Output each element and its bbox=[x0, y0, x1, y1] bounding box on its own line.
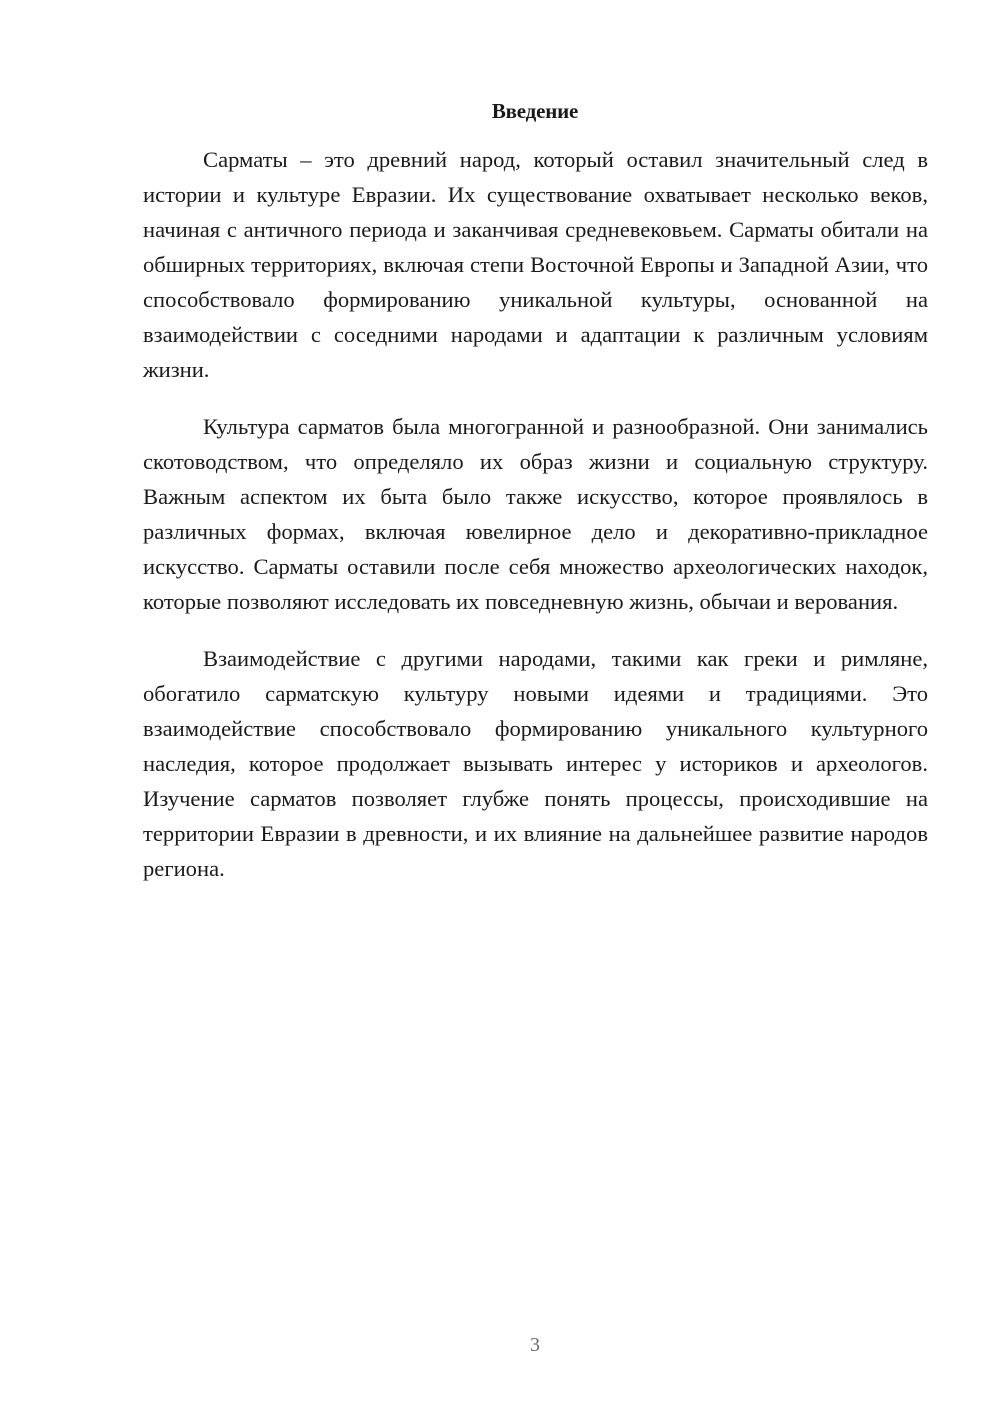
body-text bbox=[143, 142, 928, 886]
section-title: Введение bbox=[491, 99, 579, 123]
paragraph-2: Культура сарматов была многогранной и разнообразной. Они занимались скотоводством, что определяло их образ жизни и социальную структуру. Важным аспектом их быта было также искусство, которое проявлялось в различных формах, включая ювелирное дело и декоративно-прикладное искусство. Сарматы оставили после себя множество археологических находок, которые позволяют исследовать их повседневную жизнь, обычаи и верования. bbox=[143, 414, 928, 614]
page-number: 3 bbox=[530, 1334, 540, 1356]
paragraph-1: Сарматы – это древний народ, который оставил значительный след в истории и культуре Евразии. Их существование охватывает несколько веков, начиная с античного периода и заканчивая средневековьем. Сарматы обитали на обширных территориях, включая степи Восточной Европы и Западной Азии, что способствовало формированию уникальной культуры, основанной на взаимодействии с соседними народами и адаптации к различным условиям жизни. bbox=[143, 147, 928, 382]
paragraph-3: Взаимодействие с другими народами, такими как греки и римляне, обогатило сарматскую культуру новыми идеями и традициями. Это взаимодействие способствовало формированию уникального культурного наследия, которое продолжает вызывать интерес у историков и археологов. Изучение сарматов позволяет глубже понять процессы, происходившие на территории Евразии в древности, и их влияние на дальнейшее развитие народов региона. bbox=[143, 646, 928, 881]
